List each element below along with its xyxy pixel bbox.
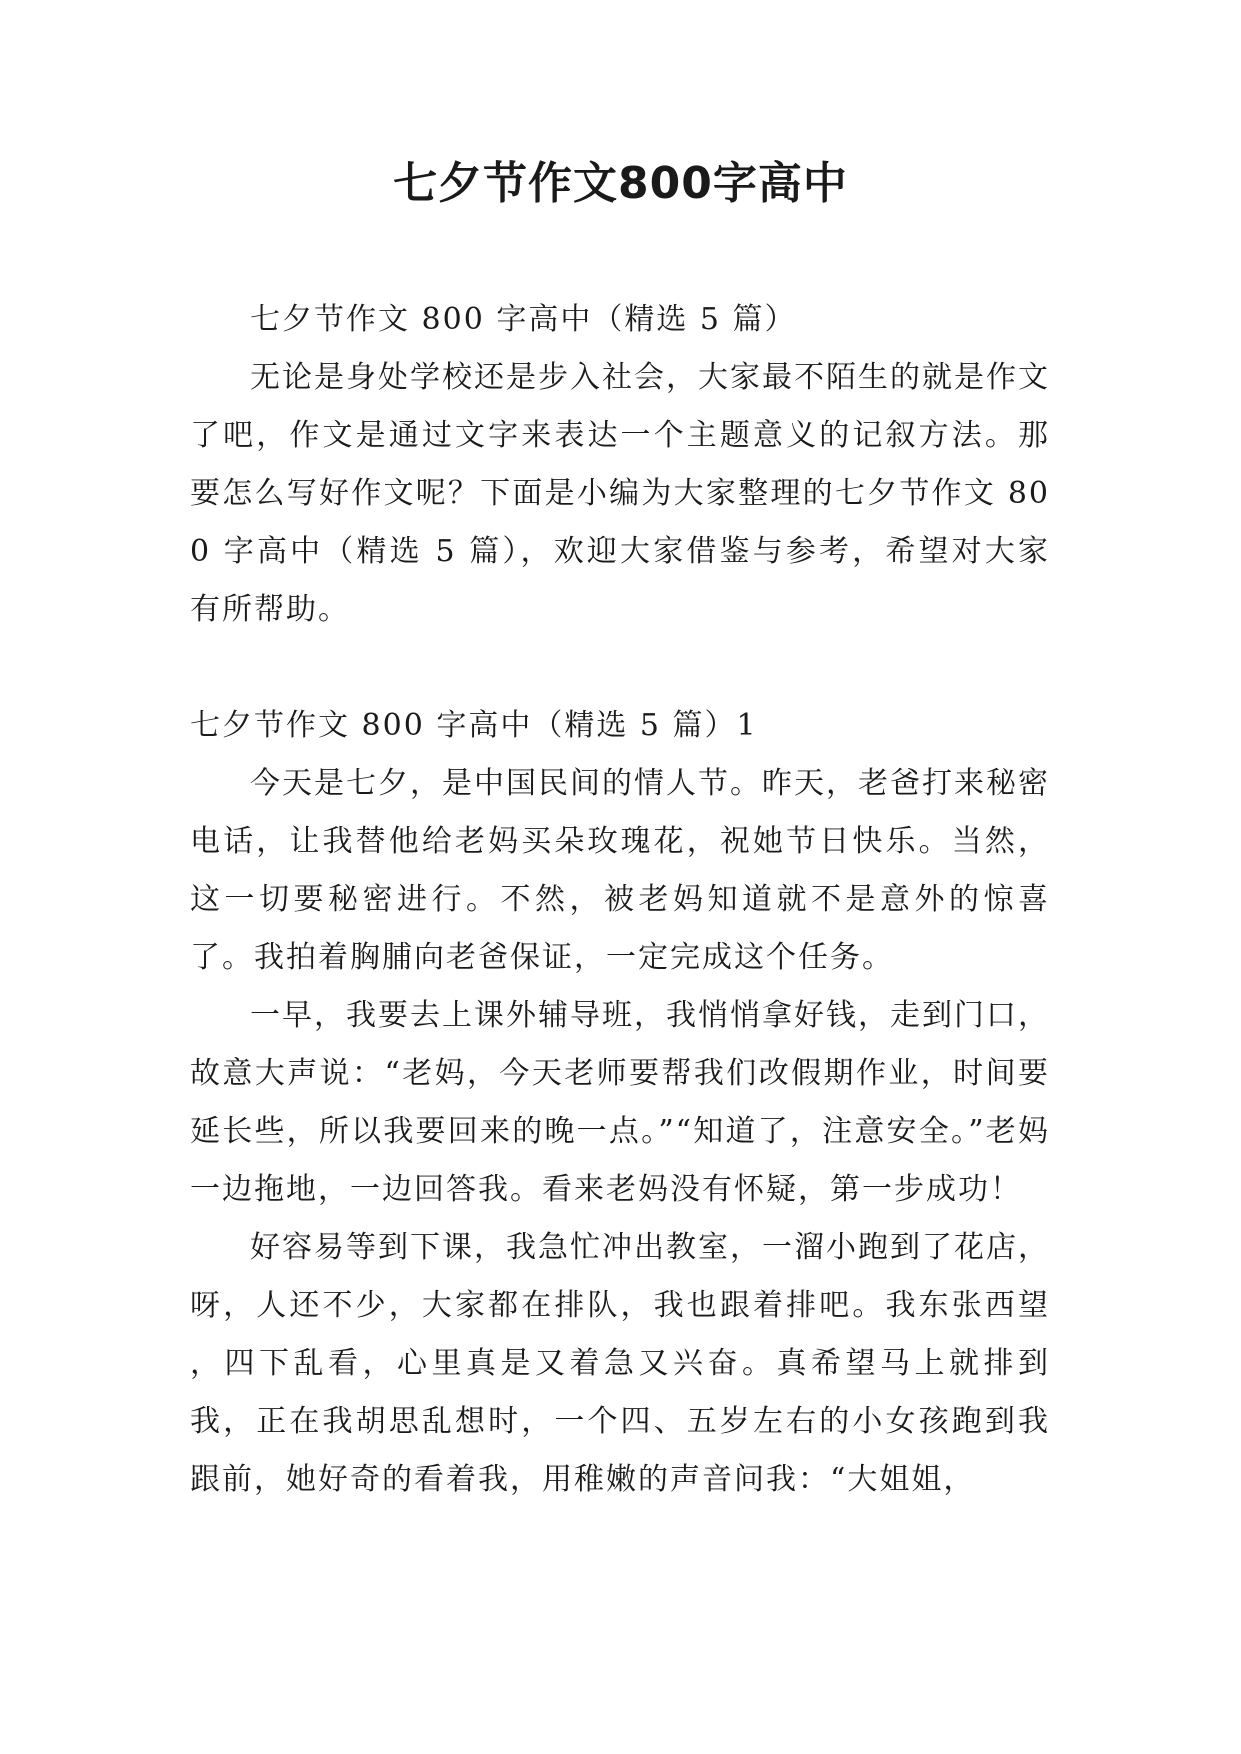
body-paragraph: 今天是七夕，是中国民间的情人节。昨天，老爸打来秘密电话，让我替他给老妈买朵玫瑰花，祝她节日快乐。当然，这一切要秘密进行。不然，被老妈知道就不是意外的惊喜了。我拍着胸脯向老爸保证，一定完成这个任务。 [190, 766, 1050, 975]
document-title: 七夕节作文800字高中 [393, 158, 848, 209]
body-paragraph: 一早，我要去上课外辅导班，我悄悄拿好钱，走到门口，故意大声说：“老妈，今天老师要帮我们改假期作业，时间要延长些，所以我要回来的晚一点。”“知道了，注意安全。”老妈一边拖地，一边回答我。看来老妈没有怀疑，第一步成功！ [190, 998, 1050, 1207]
document-body [190, 291, 1050, 1509]
body-paragraph: 好容易等到下课，我急忙冲出教室，一溜小跑到了花店，呀，人还不少，大家都在排队，我也跟着排吧。我东张西望 ，四下乱看，心里真是又着急又兴奋。真希望马上就排到我，正在我胡思乱想时，一个四、五岁左右的小女孩跑到我跟前，她好奇的看着我，用稚嫩的声音问我：“大姐姐， [190, 1230, 1050, 1497]
intro-paragraph: 无论是身处学校还是步入社会，大家最不陌生的就是作文了吧，作文是通过文字来表达一个主题意义的记叙方法。那要怎么写好作文呢？下面是小编为大家整理的七夕节作文 800 字高中（精选 5 篇），欢迎大家借鉴与参考，希望对大家有所帮助。 [190, 360, 1050, 627]
section-heading: 七夕节作文 800 字高中（精选 5 篇）1 [190, 708, 758, 743]
document-subtitle: 七夕节作文 800 字高中（精选 5 篇） [250, 302, 797, 337]
